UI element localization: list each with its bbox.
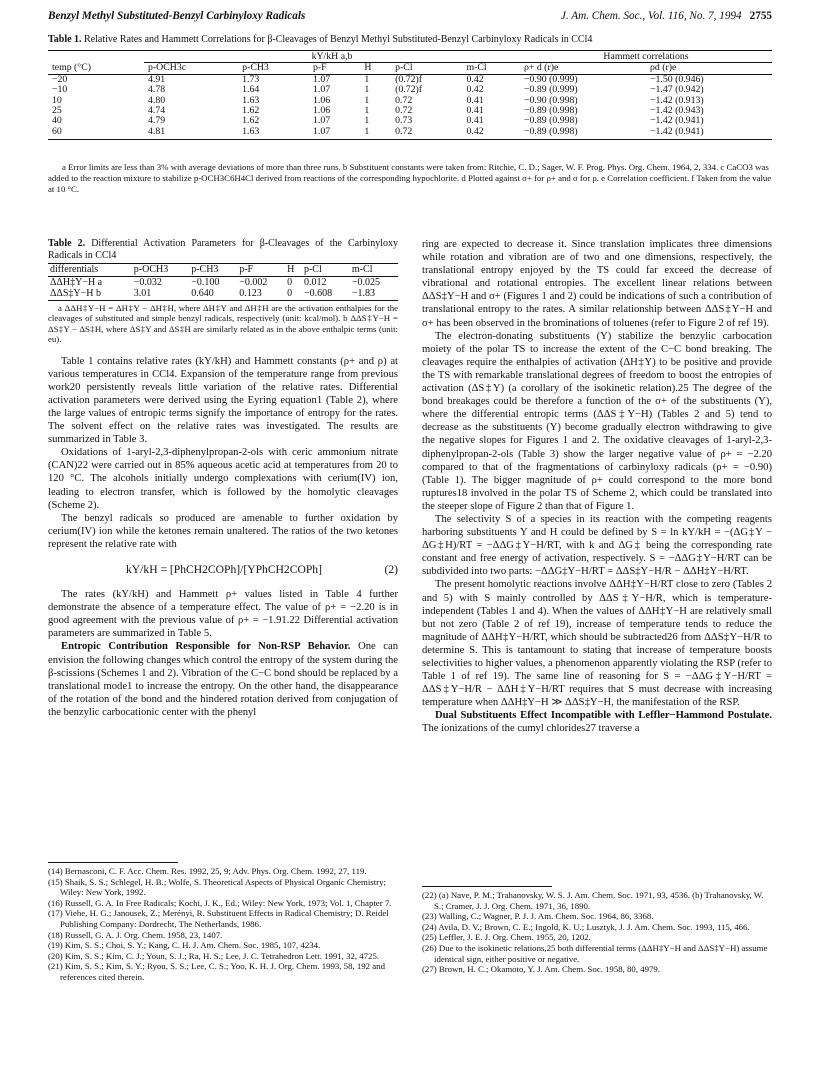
reference-item: (16) Russell, G. A. In Free Radicals; Kochi, J. K., Ed.; Wiley: New York, 1973; Vol. 1, Chapter 7. <box>48 897 392 908</box>
table2-col-header: p-OCH3 <box>132 264 189 277</box>
table-cell: 1.64 <box>242 84 260 96</box>
table-cell: −0.100 <box>191 276 220 288</box>
header-title: Benzyl Methyl Substituted-Benzyl Carbinyloxy Radicals <box>48 10 306 22</box>
table-cell: −20 <box>52 73 68 85</box>
table1-group-rates: kY/kH a,b <box>144 52 520 63</box>
table-cell: 40 <box>52 115 62 127</box>
table2-caption-text: Differential Activation Parameters for β-Cleavages of the Carbinyloxy Radicals in CCl4 <box>48 238 398 261</box>
table2 <box>48 263 398 301</box>
table-cell: 4.91 <box>148 73 166 85</box>
table2-row <box>48 288 398 300</box>
reference-item: (24) Avila, D. V.; Brown, C. E.; Ingold, K. U.; Lusztyk, J. J. Am. Chem. Soc. 1993, 115, 466. <box>422 921 750 932</box>
table1-group-hammett: Hammett correlations <box>520 52 772 63</box>
table-cell: 60 <box>48 127 144 140</box>
table1-col-header: ρ+ d (r)e <box>520 63 646 74</box>
table1 <box>48 50 772 140</box>
left-column <box>48 238 398 719</box>
table-cell: 10 <box>52 94 62 106</box>
table2-col-header: H <box>285 264 302 277</box>
table-cell: 4.79 <box>148 115 166 127</box>
section-heading: Dual Substituents Effect Incompatible with Leffler−Hammond Postulate. <box>435 710 772 722</box>
table-cell: 1 <box>364 105 370 117</box>
table-cell: −0.002 <box>239 276 268 288</box>
table1-col-header: p-Cl <box>391 63 462 74</box>
table-cell: −0.89 (0.998) <box>523 105 578 117</box>
table-cell: −0.608 <box>302 288 350 300</box>
table-cell: −0.032 <box>133 276 162 288</box>
header-journal: J. Am. Chem. Soc., Vol. 116, No. 7, 1994 2755 <box>560 10 772 22</box>
table-cell: (0.72)f <box>395 84 423 96</box>
table1-col-header: temp (°C) <box>48 63 144 74</box>
table1-caption-text: Relative Rates and Hammett Correlations for β-Cleavages of Benzyl Methyl Substituted-Benzyl Carbinyloxy Radicals in CCl4 <box>84 34 593 45</box>
reference-item: (20) Kim, S. S.; Kim, C. J.; Youn, S. J.; Ra, H. S.; Lee, J. C. Tetrahedron Lett. 1991, 32, 4725. <box>48 950 380 961</box>
table-cell: 0.41 <box>466 94 484 106</box>
table-cell: −0.90 (0.998) <box>523 94 578 106</box>
table-cell: 0.41 <box>466 115 484 127</box>
table1-col-header: H <box>360 63 391 74</box>
right-references <box>422 880 772 975</box>
table1-col-header: ρd (r)e <box>646 63 772 74</box>
table-cell: −1.42 (0.941) <box>646 127 772 140</box>
reference-list <box>48 866 398 983</box>
table-cell: 1.07 <box>312 73 331 85</box>
table-cell: −0.89 (0.998) <box>523 115 578 127</box>
table1-body <box>48 74 772 139</box>
table-cell: 0.012 <box>303 276 327 288</box>
table-cell: 0.42 <box>466 84 484 96</box>
table-cell: 0.42 <box>463 127 520 140</box>
table-cell: 0.72 <box>391 127 462 140</box>
paragraph: The selectivity S of a species in its reaction with the competing reagents harboring substituents Y and H could be defined by S = ln kY/kH = −(ΔG‡Y − ΔG‡H)/RT = −ΔΔG‡Y−H/RT, with k and ΔG‡ being the corresponding rate constant and free energy of activation, respectively. S = −ΔΔG‡Y−H/RT can be subdivided into two parts: −ΔΔG‡Y−H/RT = ΔΔS‡Y−H/R − ΔΔH‡Y−H/RT. <box>422 513 772 578</box>
table2-body <box>48 276 398 300</box>
table2-col-header: differentials <box>48 264 132 277</box>
reference-item: (23) Walling, C.; Wagner, P. J. J. Am. Chem. Soc. 1964, 86, 3368. <box>422 911 654 922</box>
table-cell: −0.89 (0.998) <box>520 127 646 140</box>
table-cell: 1.07 <box>309 127 360 140</box>
paragraph: Oxidations of 1-aryl-2,3-diphenylpropan-2-ols with ceric ammonium nitrate (CAN)22 were carried out in 85% aqueous acetic acid at temperatures from 20 to 120 °C. The alcohols initially undergo complexations with cerium(IV) ion, leading to electron transfer, which is followed by the homolytic cleavages (Scheme 2). <box>48 447 398 511</box>
table-cell: −10 <box>52 84 68 96</box>
table1-row <box>48 127 772 140</box>
table2-footnote: a ΔΔH‡Y−H = ΔH‡Y − ΔH‡H, where ΔH‡Y and ΔH‡H are the activation enthalpies for the cleavages of substituted and simple benzyl radicals, respectively (unit: kcal/mol). b ΔΔS‡Y−H = ΔS‡Y − ΔS‡H, where ΔS‡Y and ΔS‡H are similarly related as in the above enthalpic terms (unit: eu). <box>48 302 398 345</box>
table1-caption <box>48 34 772 45</box>
right-column <box>422 238 772 736</box>
table-cell: 1 <box>364 115 370 127</box>
table-cell: 3.01 <box>132 288 189 300</box>
equation-number: (2) <box>384 563 398 576</box>
page-number: 2755 <box>749 10 772 22</box>
paragraph: The rates (kY/kH) and Hammett ρ+ values listed in Table 4 further demonstrate the absence of a temperature effect. The value of ρ+ = −2.20 is in good agreement with the previous value of ρ+ = −1.91.22 Differential activation parameters are summarized in Table 5. <box>48 589 398 640</box>
paragraph: Table 1 contains relative rates (kY/kH) and Hammett constants (ρ+ and ρ) at various temperatures in CCl4. Expansion of the temperature range from previous work20 persistently reveals little variation of the relative rates. Differential activation parameters were derived using the Eyring equation1 (Table 2), where the large values of entropic terms signify the importance of entropy for the rates. The solvent effect on the relative rates was investigated. The results are summarized in Table 3. <box>48 355 398 446</box>
table2-col-header: p-Cl <box>302 264 350 277</box>
reference-item: (18) Russell, G. A. J. Org. Chem. 1958, 23, 1407. <box>48 929 223 940</box>
paragraph: ring are expected to decrease it. Since translation implicates three dimensions while rotation and vibration are of two and one dimensions, respectively, the translational entropy enjoyed by the TS could far exceed the decrease of vibrational and rotational entropies. The excellent linear relations between ΔΔS‡Y−H and σ+ (Figures 1 and 2) could be indications of such a contribution of translational entropy to the rates. A similar relationship between ΔΔS‡Y−H and σ+ has been observed in the brominations of toluenes (refer to Figure 2 of ref 19). <box>422 239 772 329</box>
section-heading: Entropic Contribution Responsible for Non-RSP Behavior. <box>61 641 351 653</box>
table2-col-header: p-CH3 <box>189 264 237 277</box>
paragraph: The benzyl radicals so produced are amenable to further oxidation by cerium(IV) ion while the ketones remain unaltered. The ratios of the two ketones represent the relative rate with <box>48 512 398 550</box>
table-cell: 0.640 <box>189 288 237 300</box>
table2-row <box>48 276 398 288</box>
table-cell: (0.72)f <box>395 73 423 85</box>
table-cell: −0.90 (0.999) <box>523 73 578 85</box>
section-text: The ionizations of the cumyl chlorides27 traverse a <box>422 723 640 735</box>
table1-label: Table 1. <box>48 34 82 45</box>
table-cell: −1.50 (0.946) <box>649 73 704 85</box>
footnote-separator <box>48 862 178 863</box>
paragraph: The electron-donating substituents (Y) stabilize the benzylic carbocation moiety of the polar TS to increase the extent of the C−C bond breaking. The cleavages require the enthalpies of activation (ΔH‡Y) to be positive and provide the TS with remarkable translational degrees of freedom to boost the entropies of activation (ΔS‡Y) (a corollary of the isokinetic relation).25 The degree of the bond breakages could be therefore a function of the σ+ of the substituents (Y), where the differential entropic terms (ΔΔS‡Y−H) (Tables 2 and 5) tend to decrease as the substituents (Y) become gradually electron withdrawing to give the negative slopes for Figures 1 and 2. The oxidative cleavages of 1-aryl-2,3-diphenylpropan-2-ols (Table 3) show the larger negative value of ρ+ = −2.20 compared to that of the fragmentations of carbinyloxy radicals (ρ+ = −0.90) (Table 1). The bigger magnitude of ρ+ could correspond to the more bond ruptures18 involved in the polar TS of Scheme 2, which could be translated into the steeper slope of Figure 2 than that of Figure 1. <box>422 330 772 512</box>
table-cell: 4.80 <box>148 94 166 106</box>
table1-col-header: p-OCH3c <box>144 63 238 74</box>
table-cell: 4.74 <box>148 105 166 117</box>
section-text: One can envision the following changes which control the entropy of the system during the β-scissions (Schemes 1 and 2). Vibration of the C−C bond should be replaced by a translational mode1 to increase the entropy. On the other hand, the disappearance of the rotation of the bond and the hindered rotation derived from conjugation of the benzylic carbocationic center with the phenyl <box>48 641 399 718</box>
reference-item: (25) Leffler, J. E. J. Org. Chem. 1955, 20, 1202. <box>422 932 591 943</box>
table-cell: 0.41 <box>466 105 484 117</box>
table2-caption <box>48 238 398 261</box>
table-cell: 1.06 <box>312 94 331 106</box>
table-cell: −0.89 (0.999) <box>523 84 578 96</box>
reference-item: (26) Due to the isokinetic relations,25 both differential terms (ΔΔH‡Y−H and ΔΔS‡Y−H) assume identical sign, either positive or negative. <box>422 942 768 964</box>
reference-item: (19) Kim, S. S.; Choi, S. Y.; Kang, C. H. J. Am. Chem. Soc. 1985, 107, 4234. <box>48 940 321 951</box>
left-references <box>48 856 398 983</box>
table-cell: 1 <box>360 127 391 140</box>
paragraph <box>422 709 772 735</box>
table-cell: −1.42 (0.943) <box>649 105 704 117</box>
table-cell: −0.025 <box>351 276 381 288</box>
reference-item: (15) Shaik, S. S.; Schlegel, H. B.; Wolfe, S. Theoretical Aspects of Physical Organic Chemistry; Wiley: New York, 1992. <box>48 876 386 898</box>
table-cell: 1.63 <box>238 127 309 140</box>
table-cell: 1.73 <box>242 73 260 85</box>
paragraph: The present homolytic reactions involve ΔΔH‡Y−H/RT close to zero (Tables 2 and 5) with S mainly controlled by ΔΔS‡Y−H/R, which is temperature-independent (Tables 1 and 4). When the values of ΔΔH‡Y−H are relatively small but not zero (Table 2 of ref 19), increase of temperature tends to reduce the magnitude of ΔΔH‡Y−H/RT, which should be subtracted26 from ΔΔS‡Y−H/R to determine S. This is tantamount to stating that increase of temperature boosts selectivities to higher values, a phenomenon apparently violating the RSP (refer to Table 1 of ref 19). The same line of reasoning for S = −ΔΔG‡Y−H/RT = ΔΔS‡Y−H/R − ΔΔH‡Y−H/RT requires that S must decrease with increasing temperature when ΔΔH‡Y−H ≫ ΔΔS‡Y−H, the manifestation of the RSP. <box>422 579 772 709</box>
table-cell: ΔΔS‡Y−H b <box>48 288 132 300</box>
table-cell: 0.73 <box>395 115 413 127</box>
table1-col-header: m-Cl <box>463 63 520 74</box>
reference-item: (17) Viehe, H. G.; Janousek, Z.; Merényi, R. Substituent Effects in Radical Chemistry; D. Reidel Publishing Company: Dordrecht, The Netherlands, 1986. <box>48 908 389 929</box>
table1-col-header: p-CH3 <box>238 63 309 74</box>
table-cell: 0.72 <box>395 105 413 117</box>
table-cell: 25 <box>52 105 62 117</box>
reference-item: (21) Kim, S. S.; Kim, S. Y.; Ryou, S. S.; Lee, C. S.; Yoo, K. H. J. Org. Chem. 1993, 58, 192 and references cited therein. <box>48 961 385 982</box>
table-cell: 0.42 <box>466 73 484 85</box>
table2-label: Table 2. <box>48 238 86 249</box>
equation-text: kY/kH = [PhCH2COPh]/[YPhCH2COPh] <box>126 563 322 576</box>
table-cell: 4.78 <box>148 84 166 96</box>
paragraph <box>48 640 398 719</box>
reference-item: (22) (a) Nave, P. M.; Trahanovsky, W. S. J. Am. Chem. Soc. 1971, 93, 4536. (b) Trahanovsky, W. S.; Cramer, J. J. Org. Chem. 1971, 36, 1890. <box>422 890 764 911</box>
table-cell: 1 <box>364 94 370 106</box>
table-cell: 1 <box>364 84 370 96</box>
table-cell: 1.07 <box>312 115 331 127</box>
table-cell: 0 <box>285 288 302 300</box>
table-cell: 1 <box>364 73 370 85</box>
table-cell: 1.63 <box>242 94 260 106</box>
table-cell: −1.42 (0.913) <box>649 94 704 106</box>
equation-2 <box>48 563 398 576</box>
table-cell: 0.123 <box>237 288 285 300</box>
footnote-separator <box>422 886 552 887</box>
table-cell: 0 <box>287 276 293 288</box>
table-cell: 1.62 <box>242 105 260 117</box>
table-cell: −1.42 (0.941) <box>649 115 704 127</box>
table-cell: 0.72 <box>395 94 413 106</box>
table-cell: −1.47 (0.942) <box>649 84 704 96</box>
reference-list <box>422 890 772 975</box>
table2-col-header: p-F <box>237 264 285 277</box>
table2-col-header: m-Cl <box>350 264 398 277</box>
reference-item: (27) Brown, H. C.; Okamoto, Y. J. Am. Chem. Soc. 1958, 80, 4979. <box>422 964 661 975</box>
table-cell: ΔΔH‡Y−H a <box>50 276 103 288</box>
table-cell: 4.81 <box>144 127 238 140</box>
table1-col-header: p-F <box>309 63 360 74</box>
table1-footnote: a Error limits are less than 3% with average deviations of more than three runs. b Substituent constants were taken from: Ritchie, C. D.; Sager, W. F. Prog. Phys. Org. Chem. 1964, 2, 334. c CaCO3 was added to the reaction mixture to stabilize p-OCH3C6H4Cl derived from reactions of the corresponding hypochlorite. d Plotted against σ+ for ρ+ and σ for ρ. e Correlation coefficient. f Taken from the value at 10 °C. <box>48 162 772 194</box>
table-cell: 1.06 <box>312 105 331 117</box>
table-cell: −1.83 <box>350 288 398 300</box>
table-cell: 1.07 <box>312 84 331 96</box>
reference-item: (14) Bernasconi, C. F. Acc. Chem. Res. 1992, 25, 9; Adv. Phys. Org. Chem. 1992, 27, 119. <box>48 866 367 876</box>
running-header <box>48 10 772 26</box>
table-cell: 1.62 <box>242 115 260 127</box>
